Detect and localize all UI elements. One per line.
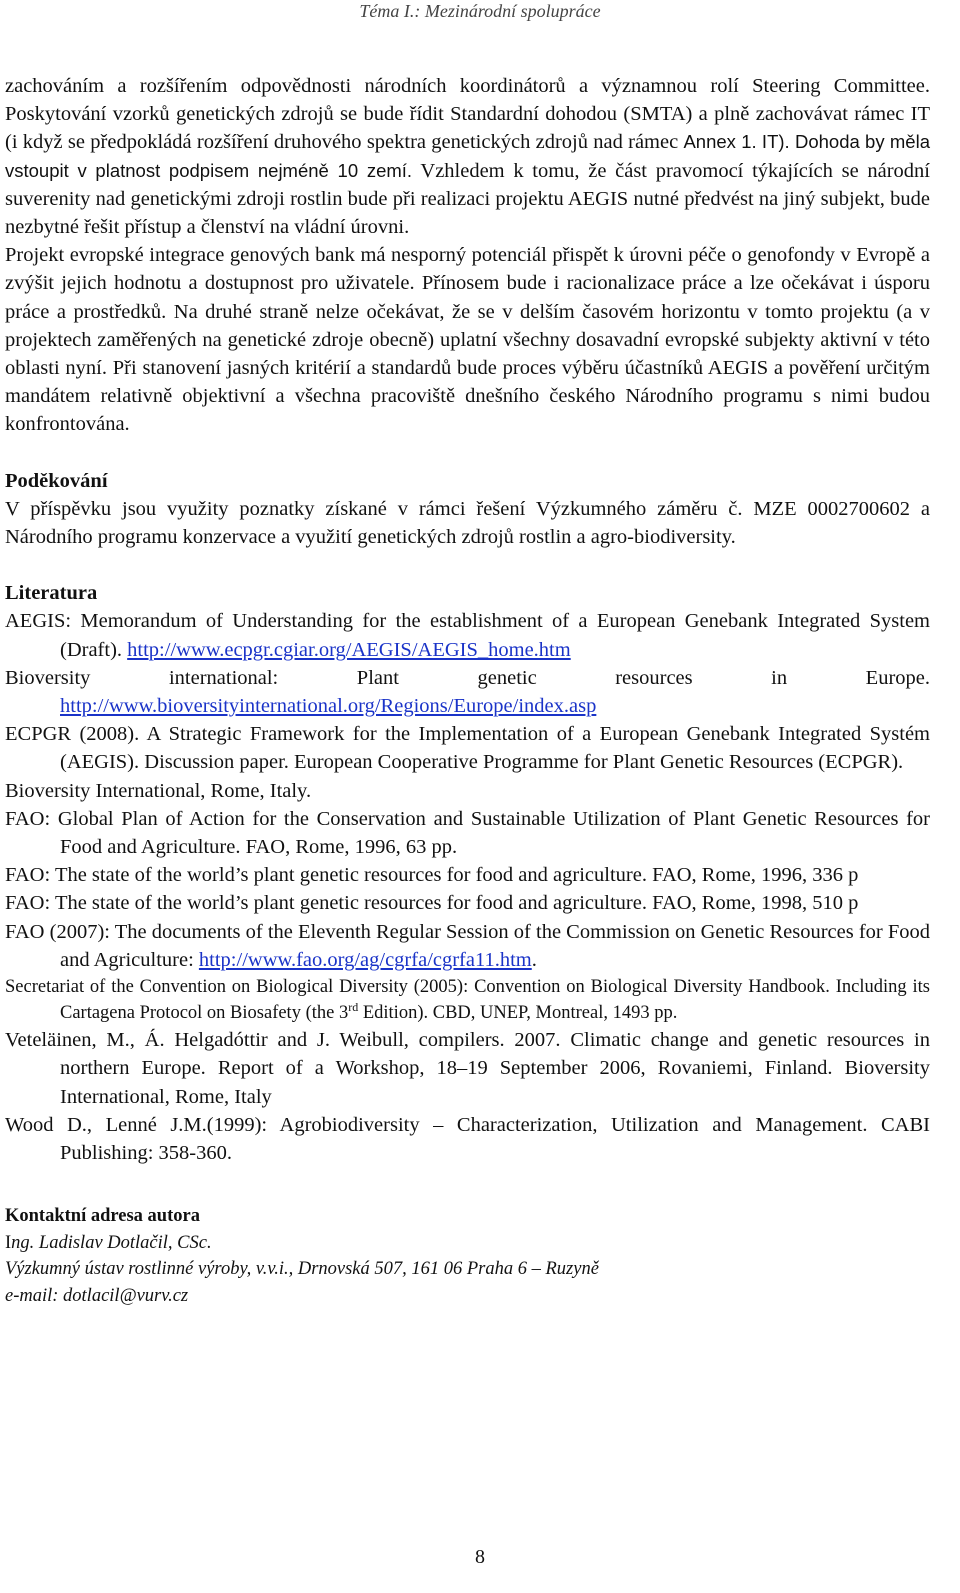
contact-name-initial: I bbox=[5, 1232, 12, 1253]
reference-text: Bioversity international: Plant genetic resources in Europe. bbox=[5, 666, 930, 689]
reference-item: FAO: The state of the world’s plant genetic resources for food and agriculture. FAO, Rome, 1998, 510 p bbox=[5, 892, 859, 915]
body-paragraph-1 bbox=[5, 72, 930, 241]
reference-item bbox=[5, 664, 930, 720]
reference-item: Veteläinen, M., Á. Helgadóttir and J. Weibull, compilers. 2007. Climatic change and genetic resources in northern Europe. Report of a Workshop, 18–19 September 2006, Rovaniemi, Finland. Bioversity International, Rome, Italy bbox=[5, 1029, 930, 1108]
reference-text: FAO (2007): The documents of the Eleventh Regular Session of the Commission on Genetic Resources for Food and Agriculture: bbox=[5, 920, 931, 971]
reference-item: Bioversity International, Rome, Italy. bbox=[5, 779, 312, 802]
paragraph-1-part-c: Vzhledem k tomu, že část pravomocí týkajících se národní suverenity nad genetickými zdroji rostlin bude při realizaci projektu AEGIS nutné předvést na jiný subjekt, bude nezbytné řešit přístup a členství na vládní úrovni. bbox=[5, 159, 930, 239]
reference-text-end: . bbox=[531, 948, 537, 971]
body-paragraph-2: Projekt evropské integrace genových bank má nesporný potenciál přispět k úrovni péče o genofondy v Evropě a zvýšit jejich hodnotu a dostupnost pro uživatele. Přínosem bude i racionalizace práce a lze očekávat i úsporu práce a prostředků. Na druhé straně nelze očekávat, že se v delším časovém horizontu v tomto projektu (a v projektech zaměřených na genetické zdroje obecně) uplatní všechny dosavadní evropské subjekty aktivní v této oblasti nyní. Při stanovení jasných kritérií a standardů bude proces výběru účastníků AEGIS a pověření určitým mandátem relativně objektivní a všechna pracoviště dnešního českého Národního programu s nimi budou konfrontována. bbox=[5, 244, 930, 436]
reference-link[interactable]: http://www.ecpgr.cgiar.org/AEGIS/AEGIS_home.htm bbox=[127, 638, 571, 661]
reference-text: Secretariat of the Convention on Biological Diversity (2005): Convention on Biological Diversity Handbook. Including its Cartagena Protocol on Biosafety (the 3 bbox=[5, 977, 930, 1024]
superscript: rd bbox=[348, 999, 359, 1014]
page-number: 8 bbox=[475, 1546, 485, 1568]
paragraph-1-part-a: zachováním a rozšířením odpovědnosti národních koordinátorů a významnou rolí Steering Committee. Poskytování vzorků genetických zdrojů se bude řídit Standardní dohodou (SMTA) a plně zachovávat rámec IT (i když se předpokládá rozšíření druhového spektra genetických zdrojů nad rámec bbox=[5, 75, 930, 154]
reference-item: ECPGR (2008). A Strategic Framework for the Implementation of a European Genebank Integrated Systém (AEGIS). Discussion paper. European Cooperative Programme for Plant Genetic Resources (ECPGR). bbox=[5, 723, 930, 774]
contact-block bbox=[5, 1203, 930, 1309]
reference-list bbox=[5, 607, 930, 1167]
acknowledgement-heading: Poděkování bbox=[5, 469, 108, 492]
reference-item bbox=[5, 974, 930, 1026]
reference-link[interactable]: http://www.fao.org/ag/cgrfa/cgrfa11.htm bbox=[198, 948, 532, 971]
running-header: Téma I.: Mezinárodní spolupráce bbox=[359, 1, 601, 21]
contact-heading: Kontaktní adresa autora bbox=[5, 1206, 200, 1227]
contact-name-line bbox=[5, 1230, 930, 1257]
reference-item bbox=[5, 607, 930, 663]
document-body bbox=[5, 72, 930, 1309]
reference-text: AEGIS: Memorandum of Understanding for the establishment of a European Genebank Integrated System (Draft). bbox=[5, 610, 930, 661]
contact-address: Výzkumný ústav rostlinné výroby, v.v.i., Drnovská 507, 161 06 Praha 6 – Ruzyně bbox=[5, 1259, 599, 1280]
reference-item: Wood D., Lenné J.M.(1999): Agrobiodiversity – Characterization, Utilization and Management. CABI Publishing: 358-360. bbox=[5, 1113, 930, 1164]
reference-item: FAO: The state of the world’s plant genetic resources for food and agriculture. FAO, Rome, 1996, 336 p bbox=[5, 864, 859, 887]
acknowledgement-text: V příspěvku jsou využity poznatky získané v rámci řešení Výzkumného záměru č. MZE 0002700602 a Národního programu konzervace a využití genetických zdrojů rostlin a agro-biodiversity. bbox=[5, 497, 930, 549]
contact-email: e-mail: dotlacil@vurv.cz bbox=[5, 1285, 189, 1306]
reference-text-end: Edition). CBD, UNEP, Montreal, 1493 pp. bbox=[358, 1003, 678, 1024]
reference-item: FAO: Global Plan of Action for the Conservation and Sustainable Utilization of Plant Genetic Resources for Food and Agriculture. FAO, Rome, 1996, 63 pp. bbox=[5, 807, 930, 859]
contact-name: ng. Ladislav Dotlačil, CSc. bbox=[11, 1232, 212, 1253]
references-heading: Literatura bbox=[5, 582, 98, 605]
reference-link[interactable]: http://www.bioversityinternational.org/Regions/Europe/index.asp bbox=[60, 695, 597, 718]
reference-item bbox=[5, 918, 930, 974]
paragraph-1-part-b: Annex 1. IT). Dohoda by měla vstoupit v platnost podpisem nejméně 10 zemí. bbox=[5, 131, 930, 181]
